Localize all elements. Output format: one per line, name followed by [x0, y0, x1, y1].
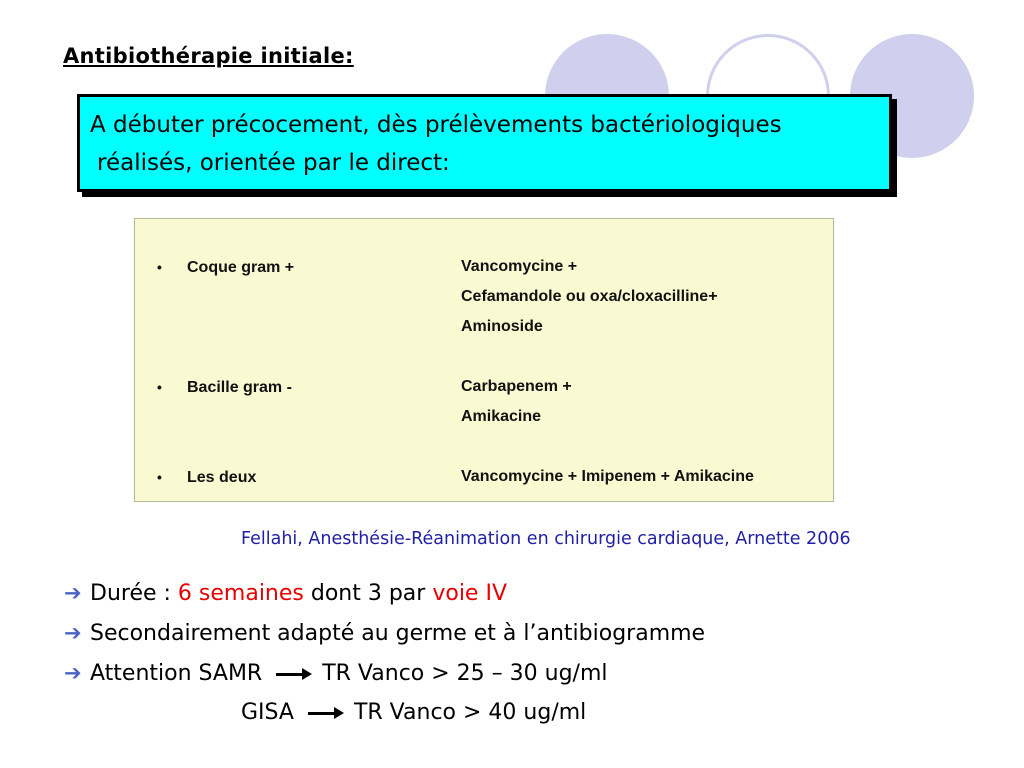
page-title: Antibiothérapie initiale:	[63, 44, 354, 68]
gisa-value: TR Vanco > 40 ug/ml	[353, 700, 587, 725]
duree-prefix: Durée :	[90, 581, 178, 606]
table-row-right-line: Carbapenem +	[461, 378, 572, 395]
gisa-label: GISA	[241, 700, 294, 725]
long-arrow-icon	[276, 668, 312, 680]
duree-middle: dont 3 par	[303, 581, 433, 606]
table-row-right	[461, 252, 718, 342]
list-item-attention	[64, 657, 705, 697]
right-arrow-icon: ➔	[64, 581, 82, 605]
table-row-right-line: Vancomycine + Imipenem + Amikacine	[461, 468, 754, 485]
duree-route: voie IV	[432, 581, 508, 606]
bullet-icon: •	[157, 379, 162, 395]
right-arrow-icon: ➔	[64, 621, 82, 645]
bullet-icon: •	[157, 469, 162, 485]
table-row-right-line: Cefamandole ou oxa/cloxacilline+	[461, 288, 718, 305]
bullet-icon: •	[157, 259, 162, 275]
citation: Fellahi, Anesthésie-Réanimation en chirurgie cardiaque, Arnette 2006	[241, 529, 851, 549]
table-row-right	[461, 372, 572, 432]
table-row-right	[461, 462, 754, 492]
callout-box	[77, 94, 892, 192]
table-row-right-line: Vancomycine +	[461, 258, 578, 275]
duree-weeks: 6 semaines	[177, 581, 304, 606]
long-arrow-icon	[308, 707, 344, 719]
table-row-right-line: Aminoside	[461, 318, 543, 335]
callout-line-1: A débuter précocement, dès prélèvements bactériologiques	[90, 112, 782, 138]
callout-line-2: réalisés, orientée par le direct:	[97, 150, 450, 176]
table-row-left: Bacille gram -	[187, 379, 292, 396]
list-item-secondaire	[64, 617, 705, 657]
table-row-left: Les deux	[187, 469, 257, 486]
list-item-gisa	[64, 697, 705, 737]
secondaire-text: Secondairement adapté au germe et à l’antibiogramme	[90, 621, 706, 646]
list-item-duree	[64, 577, 705, 617]
bullet-list	[64, 577, 705, 737]
table-row-right-line: Amikacine	[461, 408, 542, 425]
table-row-left: Coque gram +	[187, 259, 295, 276]
antibiotic-table	[134, 218, 834, 502]
right-arrow-icon: ➔	[64, 661, 82, 685]
attention-label: Attention SAMR	[90, 661, 263, 686]
attention-value: TR Vanco > 25 – 30 ug/ml	[322, 661, 608, 686]
